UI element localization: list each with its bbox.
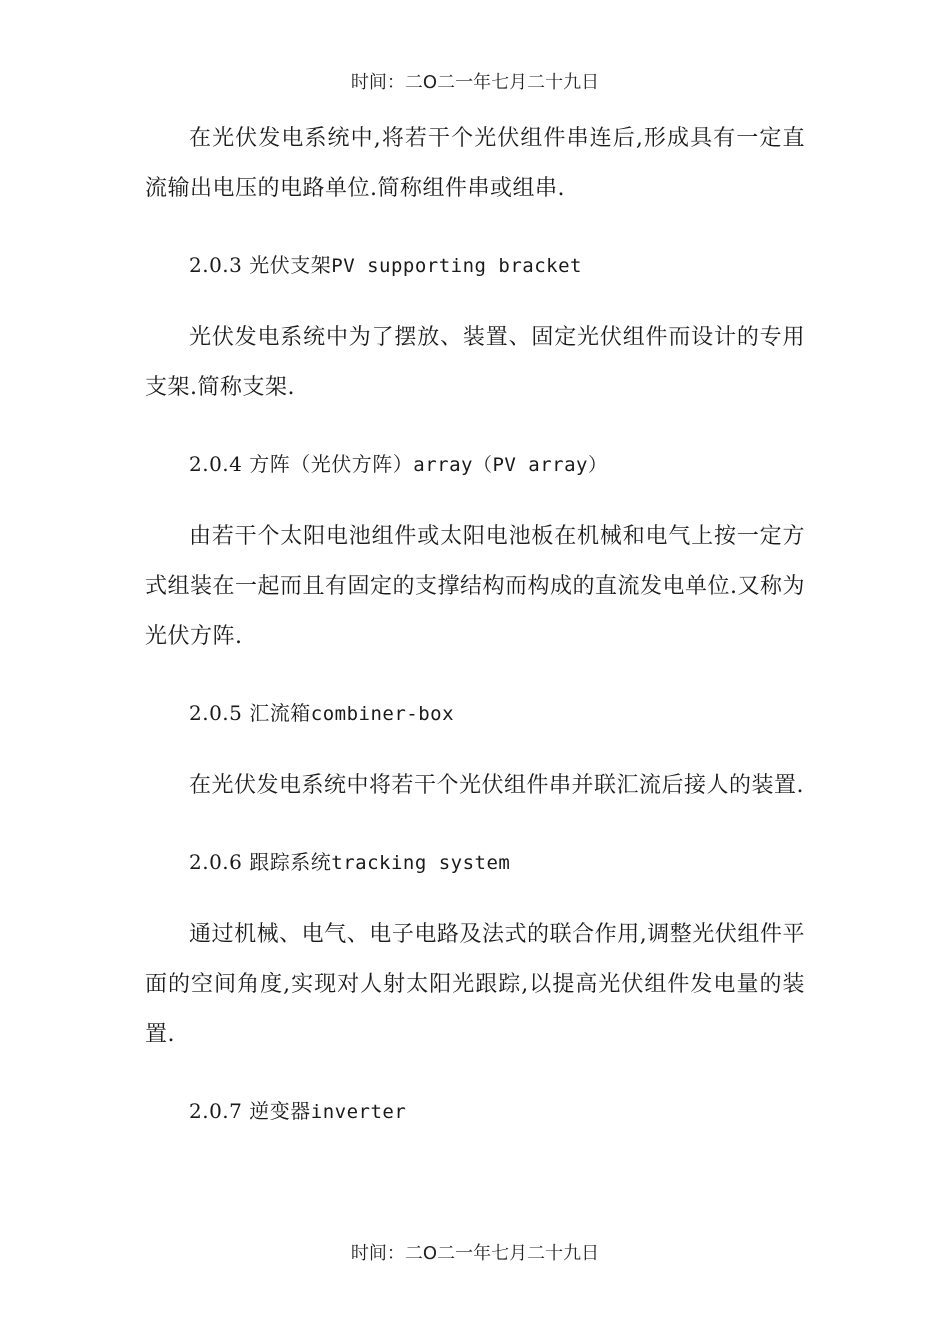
term-number: 2.0.3	[189, 253, 243, 277]
term-number: 2.0.7	[189, 1099, 243, 1123]
term-english: array（PV array）	[413, 454, 608, 476]
term-english: combiner-box	[310, 703, 455, 725]
term-chinese: 逆变器	[249, 1099, 311, 1123]
page-footer: 时间：二O二一年七月二十九日	[350, 1243, 600, 1264]
term-chinese: 方阵（光伏方阵）	[249, 452, 414, 476]
page-header: 时间：二O二一年七月二十九日	[350, 72, 600, 93]
term-number: 2.0.5	[189, 701, 243, 725]
term-chinese: 光伏支架	[249, 253, 332, 277]
term-heading-array	[145, 439, 805, 490]
term-english: tracking system	[331, 852, 511, 874]
term-chinese: 跟踪系统	[249, 850, 332, 874]
paragraph-string-definition: 在光伏发电系统中,将若干个光伏组件串连后,形成具有一定直流输出电压的电路单位.简称组件串或组串.	[145, 126, 805, 201]
term-heading-inverter	[145, 1086, 805, 1137]
term-heading-combiner-box	[145, 688, 805, 739]
term-number: 2.0.6	[189, 850, 243, 874]
term-english: inverter	[310, 1101, 407, 1123]
paragraph-array-definition: 由若干个太阳电池组件或太阳电池板在机械和电气上按一定方式组装在一起而且有固定的支撑结构而构成的直流发电单位.又称为光伏方阵.	[145, 524, 805, 649]
term-heading-pv-bracket	[145, 240, 805, 291]
term-english: PV supporting bracket	[331, 255, 582, 277]
document-body	[145, 114, 805, 1137]
term-chinese: 汇流箱	[249, 701, 311, 725]
paragraph-combiner-box-definition: 在光伏发电系统中将若干个光伏组件串并联汇流后接人的装置.	[189, 773, 804, 798]
paragraph-tracking-system-definition: 通过机械、电气、电子电路及法式的联合作用,调整光伏组件平面的空间角度,实现对人射太阳光跟踪,以提高光伏组件发电量的装置.	[145, 922, 805, 1047]
term-heading-tracking-system	[145, 837, 805, 888]
term-number: 2.0.4	[189, 452, 243, 476]
paragraph-bracket-definition: 光伏发电系统中为了摆放、装置、固定光伏组件而设计的专用支架.简称支架.	[145, 325, 805, 400]
